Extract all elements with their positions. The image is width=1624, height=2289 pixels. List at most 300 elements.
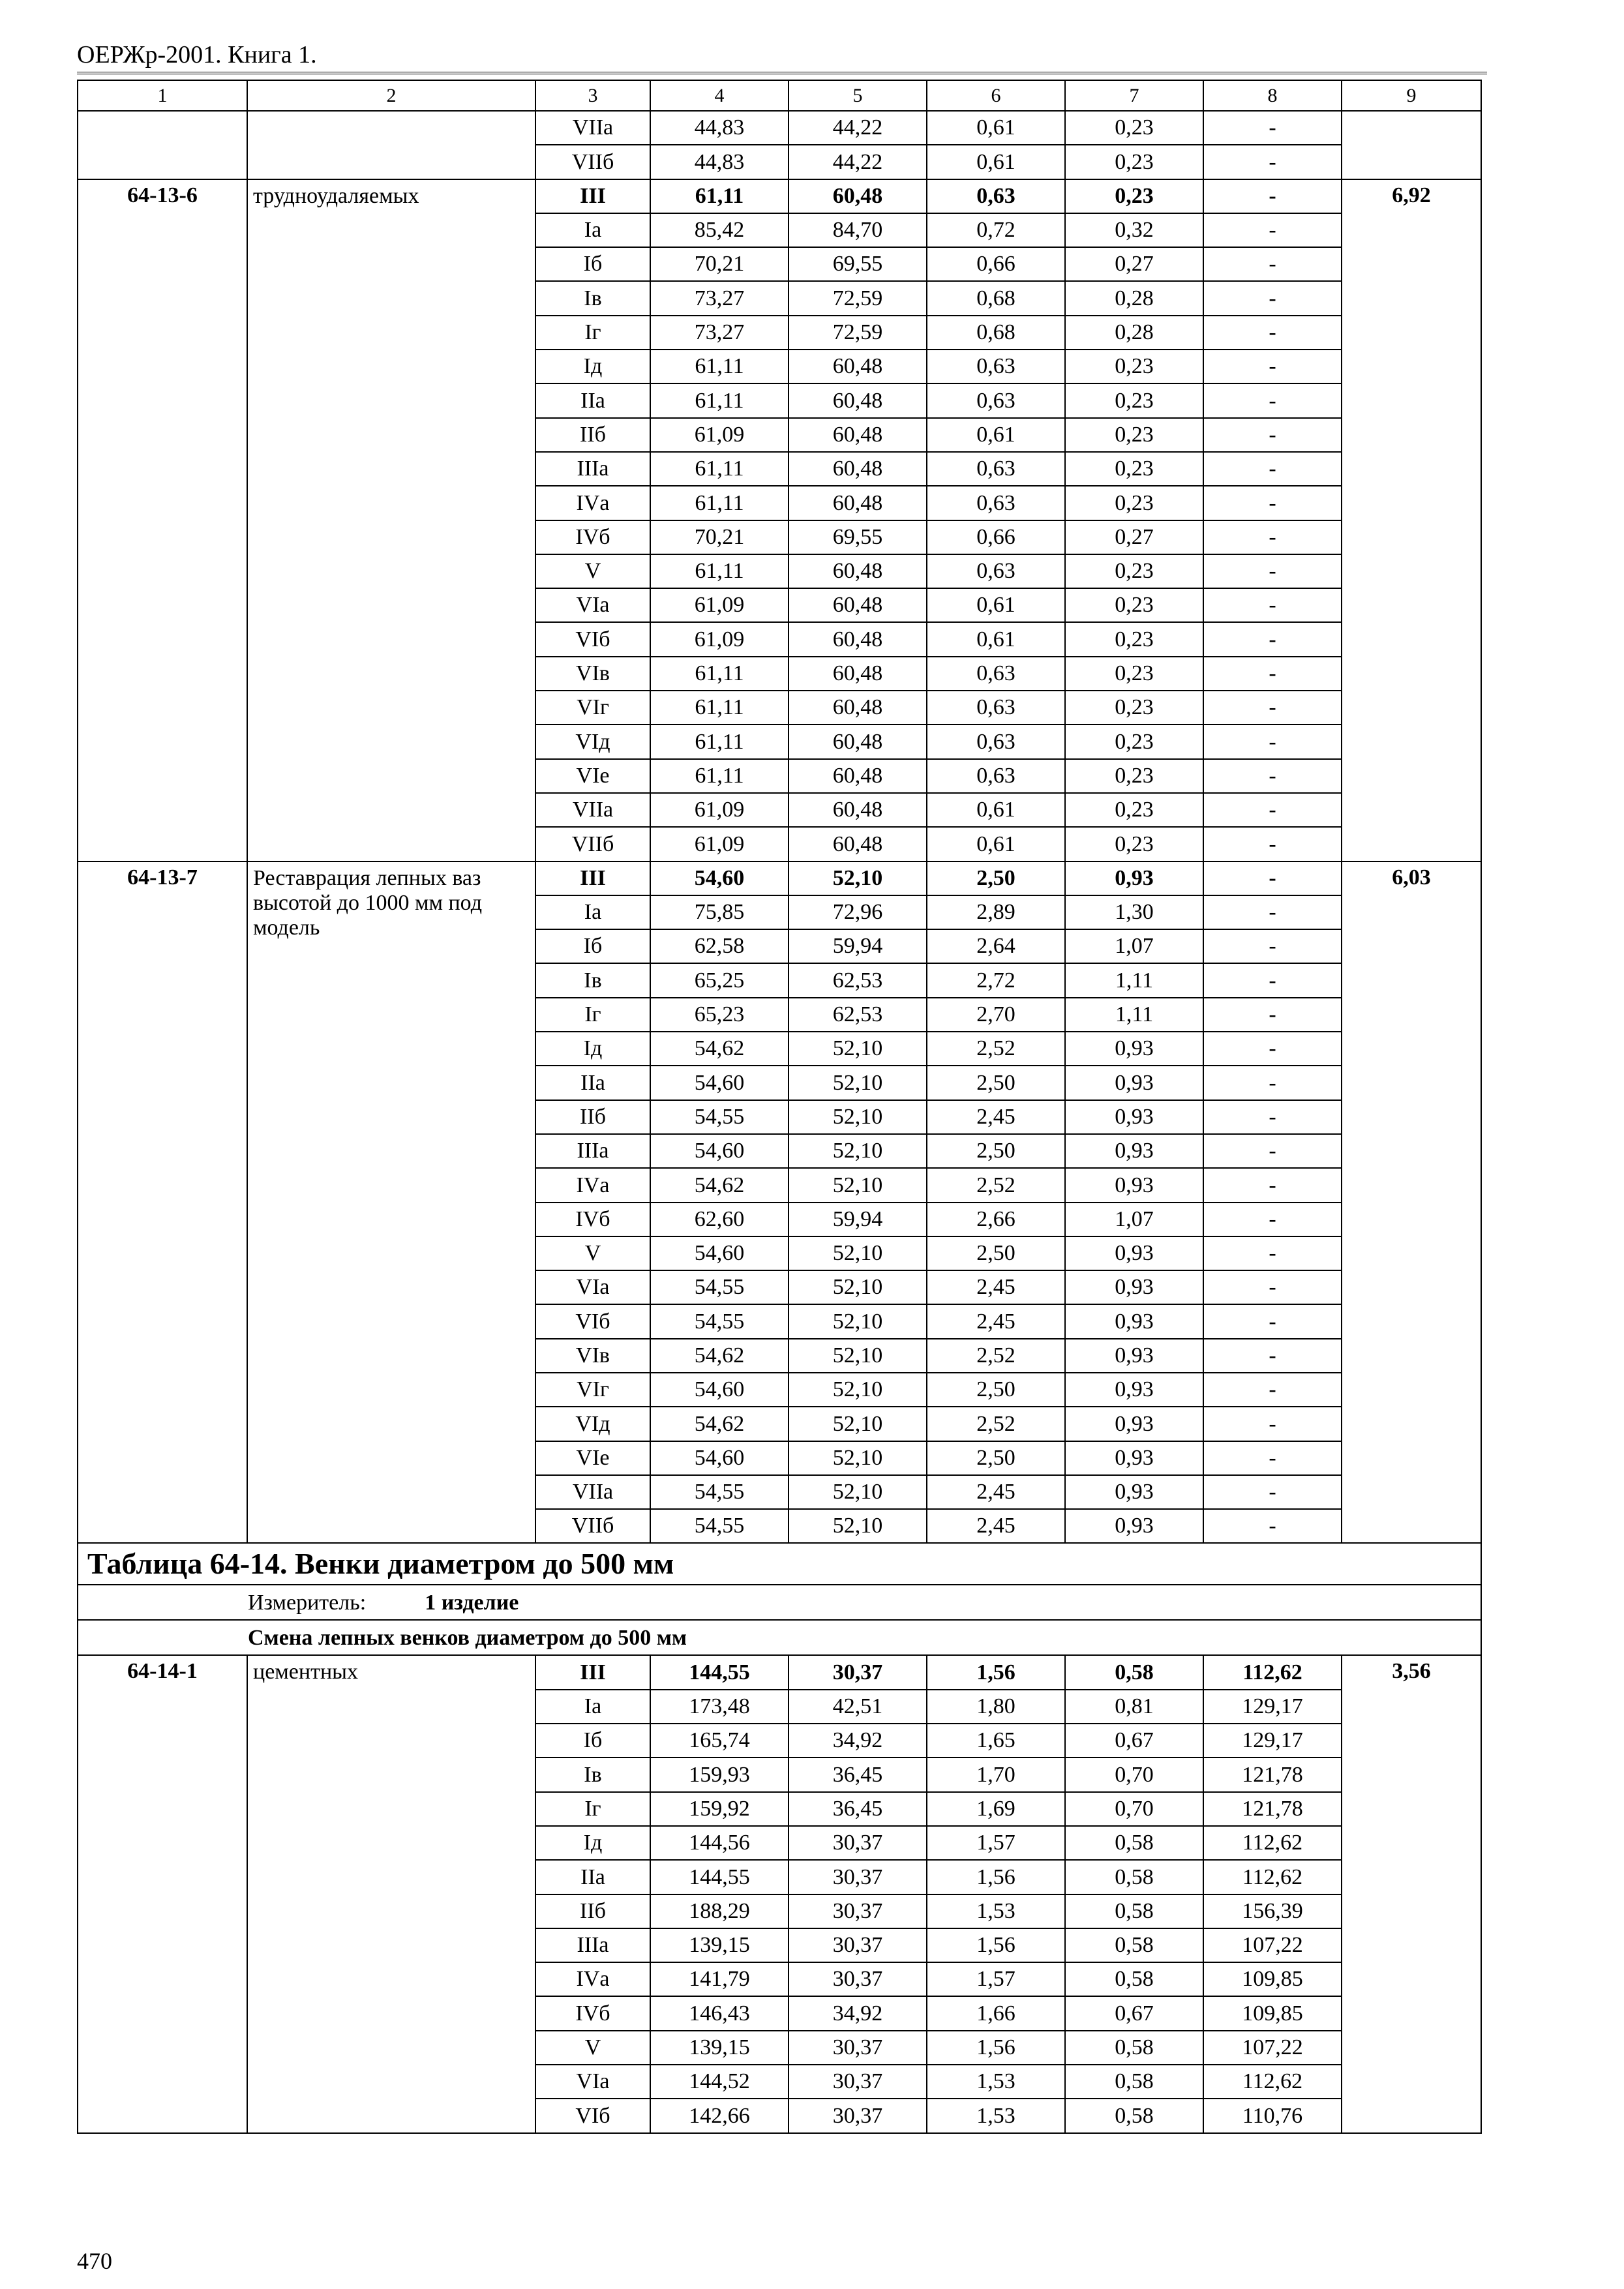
materials-cell: -	[1203, 1407, 1342, 1441]
labor-cell: 60,48	[789, 691, 927, 725]
machinist-wage-cell: 0,58	[1065, 1894, 1203, 1928]
labor-cell: 72,59	[789, 281, 927, 315]
labor-cell: 52,10	[789, 1270, 927, 1304]
labor-cell: 52,10	[789, 1373, 927, 1407]
machines-cell: 0,61	[927, 588, 1065, 622]
machines-cell: 0,63	[927, 383, 1065, 417]
machinist-wage-cell: 0,93	[1065, 1066, 1203, 1100]
region-cell: Iд	[535, 1032, 650, 1066]
materials-cell: -	[1203, 1032, 1342, 1066]
labor-cell: 60,48	[789, 486, 927, 520]
machinist-wage-cell: 0,93	[1065, 1373, 1203, 1407]
machinist-wage-cell: 0,23	[1065, 350, 1203, 383]
machinist-wage-cell: 0,27	[1065, 520, 1203, 554]
labor-cell: 52,10	[789, 1168, 927, 1202]
region-cell: VIб	[535, 2099, 650, 2132]
machinist-wage-cell: 0,93	[1065, 1032, 1203, 1066]
machines-cell: 0,61	[927, 418, 1065, 452]
total-cell: 146,43	[650, 1996, 789, 2030]
machinist-wage-cell: 1,07	[1065, 929, 1203, 963]
labor-cell: 72,59	[789, 316, 927, 350]
total-cell: 144,56	[650, 1826, 789, 1860]
region-cell: IIа	[535, 1860, 650, 1894]
region-cell: IIIа	[535, 1928, 650, 1962]
column-number: 4	[650, 80, 789, 111]
table-body	[78, 80, 1481, 2133]
machines-cell: 1,56	[927, 1860, 1065, 1894]
code-cell	[78, 111, 247, 179]
table-row	[78, 179, 1481, 213]
extra-cell: 3,56	[1342, 1655, 1481, 2132]
machines-cell: 2,50	[927, 1134, 1065, 1168]
column-number: 7	[1065, 80, 1203, 111]
total-cell: 73,27	[650, 316, 789, 350]
measure-label: Измеритель:	[248, 1590, 367, 1615]
labor-cell: 72,96	[789, 895, 927, 929]
materials-cell: -	[1203, 1134, 1342, 1168]
machines-cell: 0,66	[927, 247, 1065, 281]
total-cell: 144,55	[650, 1655, 789, 1689]
region-cell: VIд	[535, 1407, 650, 1441]
region-cell: V	[535, 1236, 650, 1270]
materials-cell: 156,39	[1203, 1894, 1342, 1928]
total-cell: 65,23	[650, 998, 789, 1032]
machinist-wage-cell: 0,23	[1065, 588, 1203, 622]
total-cell: 54,60	[650, 1441, 789, 1475]
machines-cell: 0,63	[927, 759, 1065, 793]
labor-cell: 30,37	[789, 1826, 927, 1860]
total-cell: 141,79	[650, 1962, 789, 1996]
name-cell: цементных	[247, 1655, 535, 2132]
labor-cell: 60,48	[789, 622, 927, 656]
labor-cell: 36,45	[789, 1758, 927, 1791]
machines-cell: 1,69	[927, 1792, 1065, 1826]
total-cell: 159,92	[650, 1792, 789, 1826]
materials-cell: -	[1203, 1509, 1342, 1543]
total-cell: 159,93	[650, 1758, 789, 1791]
labor-cell: 59,94	[789, 1203, 927, 1236]
materials-cell: -	[1203, 452, 1342, 486]
machinist-wage-cell: 0,58	[1065, 1655, 1203, 1689]
total-cell: 54,60	[650, 861, 789, 895]
labor-cell: 60,48	[789, 759, 927, 793]
machines-cell: 2,52	[927, 1168, 1065, 1202]
region-cell: VIв	[535, 657, 650, 691]
materials-cell: -	[1203, 486, 1342, 520]
labor-cell: 52,10	[789, 1100, 927, 1134]
region-cell: III	[535, 1655, 650, 1689]
total-cell: 61,11	[650, 179, 789, 213]
total-cell: 61,11	[650, 657, 789, 691]
total-cell: 61,09	[650, 827, 789, 861]
materials-cell: -	[1203, 1203, 1342, 1236]
machines-cell: 2,64	[927, 929, 1065, 963]
materials-cell: -	[1203, 1270, 1342, 1304]
region-cell: VIа	[535, 1270, 650, 1304]
machines-cell: 1,65	[927, 1724, 1065, 1758]
materials-cell: -	[1203, 281, 1342, 315]
machinist-wage-cell: 0,28	[1065, 281, 1203, 315]
total-cell: 61,11	[650, 350, 789, 383]
total-cell: 70,21	[650, 520, 789, 554]
total-cell: 61,11	[650, 486, 789, 520]
machinist-wage-cell: 0,93	[1065, 1304, 1203, 1338]
materials-cell: -	[1203, 1373, 1342, 1407]
column-number: 8	[1203, 80, 1342, 111]
materials-cell: -	[1203, 1066, 1342, 1100]
machinist-wage-cell: 0,23	[1065, 486, 1203, 520]
region-cell: VIа	[535, 2065, 650, 2099]
machinist-wage-cell: 0,93	[1065, 1134, 1203, 1168]
total-cell: 61,09	[650, 793, 789, 827]
total-cell: 54,55	[650, 1475, 789, 1509]
column-number: 1	[78, 80, 247, 111]
materials-cell: -	[1203, 418, 1342, 452]
table-title-row	[78, 1543, 1481, 1585]
machines-cell: 1,80	[927, 1690, 1065, 1724]
name-cell: трудноудаляемых	[247, 179, 535, 861]
column-number: 2	[247, 80, 535, 111]
machines-cell: 0,63	[927, 179, 1065, 213]
region-cell: VIг	[535, 1373, 650, 1407]
labor-cell: 60,48	[789, 827, 927, 861]
materials-cell: -	[1203, 963, 1342, 997]
section-title: Смена лепных венков диаметром до 500 мм	[78, 1620, 1481, 1655]
machinist-wage-cell: 0,93	[1065, 1441, 1203, 1475]
machines-cell: 1,56	[927, 1928, 1065, 1962]
region-cell: Iа	[535, 213, 650, 247]
measure-cell	[78, 1585, 1481, 1620]
region-cell: IIб	[535, 1100, 650, 1134]
machinist-wage-cell: 1,11	[1065, 998, 1203, 1032]
region-cell: IVа	[535, 486, 650, 520]
machines-cell: 2,70	[927, 998, 1065, 1032]
total-cell: 165,74	[650, 1724, 789, 1758]
region-cell: IIIа	[535, 1134, 650, 1168]
machines-cell: 1,53	[927, 2099, 1065, 2132]
machinist-wage-cell: 0,58	[1065, 1962, 1203, 1996]
labor-cell: 30,37	[789, 1928, 927, 1962]
materials-cell: -	[1203, 1236, 1342, 1270]
materials-cell: -	[1203, 179, 1342, 213]
labor-cell: 52,10	[789, 1134, 927, 1168]
machinist-wage-cell: 0,23	[1065, 111, 1203, 145]
region-cell: Iг	[535, 1792, 650, 1826]
machinist-wage-cell: 0,58	[1065, 2031, 1203, 2065]
materials-cell: 112,62	[1203, 2065, 1342, 2099]
machines-cell: 2,50	[927, 861, 1065, 895]
region-cell: VIIа	[535, 793, 650, 827]
column-number-row	[78, 80, 1481, 111]
total-cell: 173,48	[650, 1690, 789, 1724]
header-rule	[77, 72, 1487, 74]
region-cell: III	[535, 861, 650, 895]
total-cell: 54,60	[650, 1236, 789, 1270]
extra-cell	[1342, 111, 1481, 179]
region-cell: Iв	[535, 281, 650, 315]
total-cell: 61,09	[650, 622, 789, 656]
labor-cell: 30,37	[789, 1894, 927, 1928]
materials-cell: -	[1203, 316, 1342, 350]
total-cell: 65,25	[650, 963, 789, 997]
total-cell: 61,11	[650, 691, 789, 725]
labor-cell: 69,55	[789, 247, 927, 281]
labor-cell: 44,22	[789, 111, 927, 145]
machines-cell: 2,50	[927, 1441, 1065, 1475]
labor-cell: 42,51	[789, 1690, 927, 1724]
labor-cell: 30,37	[789, 1860, 927, 1894]
region-cell: VIв	[535, 1339, 650, 1373]
machinist-wage-cell: 1,07	[1065, 1203, 1203, 1236]
materials-cell: -	[1203, 895, 1342, 929]
page-number: 470	[77, 2248, 112, 2274]
materials-cell: -	[1203, 1339, 1342, 1373]
machines-cell: 1,66	[927, 1996, 1065, 2030]
materials-cell: 129,17	[1203, 1724, 1342, 1758]
materials-cell: 109,85	[1203, 1962, 1342, 1996]
machines-cell: 0,61	[927, 827, 1065, 861]
table-row	[78, 111, 1481, 145]
region-cell: VIIа	[535, 1475, 650, 1509]
name-cell	[247, 111, 535, 179]
region-cell: VIе	[535, 759, 650, 793]
machinist-wage-cell: 0,23	[1065, 622, 1203, 656]
machinist-wage-cell: 0,23	[1065, 383, 1203, 417]
machines-cell: 1,53	[927, 1894, 1065, 1928]
labor-cell: 60,48	[789, 179, 927, 213]
machines-cell: 1,70	[927, 1758, 1065, 1791]
machinist-wage-cell: 0,27	[1065, 247, 1203, 281]
column-number: 3	[535, 80, 650, 111]
column-number: 9	[1342, 80, 1481, 111]
region-cell: IIа	[535, 1066, 650, 1100]
rates-table	[77, 80, 1482, 2134]
machinist-wage-cell: 0,23	[1065, 793, 1203, 827]
machines-cell: 0,63	[927, 486, 1065, 520]
labor-cell: 59,94	[789, 929, 927, 963]
materials-cell: -	[1203, 145, 1342, 179]
total-cell: 54,60	[650, 1134, 789, 1168]
materials-cell: 121,78	[1203, 1758, 1342, 1791]
region-cell: Iа	[535, 895, 650, 929]
machines-cell: 0,63	[927, 350, 1065, 383]
machines-cell: 2,45	[927, 1270, 1065, 1304]
labor-cell: 52,10	[789, 861, 927, 895]
region-cell: VIIб	[535, 145, 650, 179]
total-cell: 144,52	[650, 2065, 789, 2099]
materials-cell: -	[1203, 247, 1342, 281]
machines-cell: 0,66	[927, 520, 1065, 554]
total-cell: 61,09	[650, 588, 789, 622]
total-cell: 44,83	[650, 145, 789, 179]
total-cell: 61,11	[650, 383, 789, 417]
machines-cell: 0,61	[927, 111, 1065, 145]
total-cell: 61,11	[650, 554, 789, 588]
machines-cell: 2,72	[927, 963, 1065, 997]
machines-cell: 0,63	[927, 691, 1065, 725]
machines-cell: 0,72	[927, 213, 1065, 247]
extra-cell: 6,92	[1342, 179, 1481, 861]
materials-cell: -	[1203, 383, 1342, 417]
machinist-wage-cell: 1,30	[1065, 895, 1203, 929]
machinist-wage-cell: 0,93	[1065, 1407, 1203, 1441]
region-cell: IIIа	[535, 452, 650, 486]
column-number: 5	[789, 80, 927, 111]
labor-cell: 52,10	[789, 1236, 927, 1270]
materials-cell: -	[1203, 111, 1342, 145]
machinist-wage-cell: 0,81	[1065, 1690, 1203, 1724]
materials-cell: -	[1203, 929, 1342, 963]
machinist-wage-cell: 0,93	[1065, 861, 1203, 895]
labor-cell: 30,37	[789, 2031, 927, 2065]
materials-cell: -	[1203, 827, 1342, 861]
total-cell: 62,60	[650, 1203, 789, 1236]
machines-cell: 2,45	[927, 1100, 1065, 1134]
total-cell: 144,55	[650, 1860, 789, 1894]
materials-cell: -	[1203, 1168, 1342, 1202]
labor-cell: 30,37	[789, 1962, 927, 1996]
machines-cell: 0,63	[927, 657, 1065, 691]
total-cell: 75,85	[650, 895, 789, 929]
machinist-wage-cell: 0,58	[1065, 2065, 1203, 2099]
machines-cell: 1,53	[927, 2065, 1065, 2099]
machinist-wage-cell: 0,58	[1065, 1928, 1203, 1962]
materials-cell: -	[1203, 1475, 1342, 1509]
total-cell: 54,60	[650, 1066, 789, 1100]
labor-cell: 52,10	[789, 1475, 927, 1509]
materials-cell: -	[1203, 588, 1342, 622]
code-cell: 64-14-1	[78, 1655, 247, 2132]
region-cell: Iб	[535, 1724, 650, 1758]
labor-cell: 52,10	[789, 1339, 927, 1373]
total-cell: 54,62	[650, 1168, 789, 1202]
materials-cell: 121,78	[1203, 1792, 1342, 1826]
machines-cell: 0,63	[927, 554, 1065, 588]
machinist-wage-cell: 0,23	[1065, 179, 1203, 213]
region-cell: V	[535, 554, 650, 588]
labor-cell: 34,92	[789, 1724, 927, 1758]
total-cell: 139,15	[650, 1928, 789, 1962]
region-cell: VIа	[535, 588, 650, 622]
labor-cell: 60,48	[789, 554, 927, 588]
labor-cell: 52,10	[789, 1304, 927, 1338]
machinist-wage-cell: 0,70	[1065, 1792, 1203, 1826]
total-cell: 54,62	[650, 1339, 789, 1373]
region-cell: III	[535, 179, 650, 213]
materials-cell: -	[1203, 1100, 1342, 1134]
labor-cell: 60,48	[789, 725, 927, 758]
labor-cell: 44,22	[789, 145, 927, 179]
materials-cell: -	[1203, 861, 1342, 895]
machines-cell: 2,45	[927, 1304, 1065, 1338]
labor-cell: 52,10	[789, 1032, 927, 1066]
machines-cell: 1,57	[927, 1826, 1065, 1860]
machinist-wage-cell: 0,23	[1065, 691, 1203, 725]
region-cell: VIг	[535, 691, 650, 725]
table-row	[78, 861, 1481, 895]
machines-cell: 1,56	[927, 1655, 1065, 1689]
region-cell: VIIб	[535, 1509, 650, 1543]
region-cell: Iв	[535, 963, 650, 997]
total-cell: 188,29	[650, 1894, 789, 1928]
labor-cell: 52,10	[789, 1407, 927, 1441]
region-cell: V	[535, 2031, 650, 2065]
machines-cell: 2,50	[927, 1236, 1065, 1270]
labor-cell: 60,48	[789, 383, 927, 417]
region-cell: Iв	[535, 1758, 650, 1791]
materials-cell: -	[1203, 1441, 1342, 1475]
materials-cell: 107,22	[1203, 2031, 1342, 2065]
labor-cell: 62,53	[789, 963, 927, 997]
region-cell: VIIб	[535, 827, 650, 861]
machinist-wage-cell: 0,23	[1065, 657, 1203, 691]
materials-cell: 112,62	[1203, 1860, 1342, 1894]
region-cell: VIIа	[535, 111, 650, 145]
machines-cell: 0,61	[927, 622, 1065, 656]
labor-cell: 84,70	[789, 213, 927, 247]
machinist-wage-cell: 0,67	[1065, 1724, 1203, 1758]
machinist-wage-cell: 0,23	[1065, 418, 1203, 452]
total-cell: 61,11	[650, 452, 789, 486]
machines-cell: 2,52	[927, 1339, 1065, 1373]
region-cell: IIб	[535, 1894, 650, 1928]
materials-cell: -	[1203, 998, 1342, 1032]
machines-cell: 1,56	[927, 2031, 1065, 2065]
materials-cell: -	[1203, 691, 1342, 725]
labor-cell: 60,48	[789, 588, 927, 622]
region-cell: Iд	[535, 350, 650, 383]
region-cell: Iб	[535, 247, 650, 281]
machinist-wage-cell: 0,70	[1065, 1758, 1203, 1791]
total-cell: 44,83	[650, 111, 789, 145]
total-cell: 54,62	[650, 1407, 789, 1441]
total-cell: 62,58	[650, 929, 789, 963]
labor-cell: 30,37	[789, 2065, 927, 2099]
total-cell: 139,15	[650, 2031, 789, 2065]
materials-cell: -	[1203, 350, 1342, 383]
labor-cell: 60,48	[789, 350, 927, 383]
machinist-wage-cell: 0,93	[1065, 1236, 1203, 1270]
region-cell: Iа	[535, 1690, 650, 1724]
total-cell: 54,55	[650, 1509, 789, 1543]
region-cell: IVб	[535, 520, 650, 554]
labor-cell: 60,48	[789, 418, 927, 452]
total-cell: 70,21	[650, 247, 789, 281]
materials-cell: -	[1203, 657, 1342, 691]
section-row	[78, 1620, 1481, 1655]
machines-cell: 2,50	[927, 1066, 1065, 1100]
machinist-wage-cell: 0,93	[1065, 1475, 1203, 1509]
region-cell: VIд	[535, 725, 650, 758]
machinist-wage-cell: 1,11	[1065, 963, 1203, 997]
machines-cell: 2,45	[927, 1509, 1065, 1543]
total-cell: 73,27	[650, 281, 789, 315]
region-cell: IVб	[535, 1996, 650, 2030]
machines-cell: 0,68	[927, 281, 1065, 315]
materials-cell: 107,22	[1203, 1928, 1342, 1962]
extra-cell: 6,03	[1342, 861, 1481, 1544]
machinist-wage-cell: 0,67	[1065, 1996, 1203, 2030]
machinist-wage-cell: 0,58	[1065, 2099, 1203, 2132]
table-title: Таблица 64-14. Венки диаметром до 500 мм	[78, 1543, 1481, 1585]
machines-cell: 0,63	[927, 725, 1065, 758]
machinist-wage-cell: 0,93	[1065, 1339, 1203, 1373]
region-cell: IVа	[535, 1168, 650, 1202]
labor-cell: 34,92	[789, 1996, 927, 2030]
machines-cell: 2,52	[927, 1032, 1065, 1066]
labor-cell: 60,48	[789, 657, 927, 691]
region-cell: Iб	[535, 929, 650, 963]
